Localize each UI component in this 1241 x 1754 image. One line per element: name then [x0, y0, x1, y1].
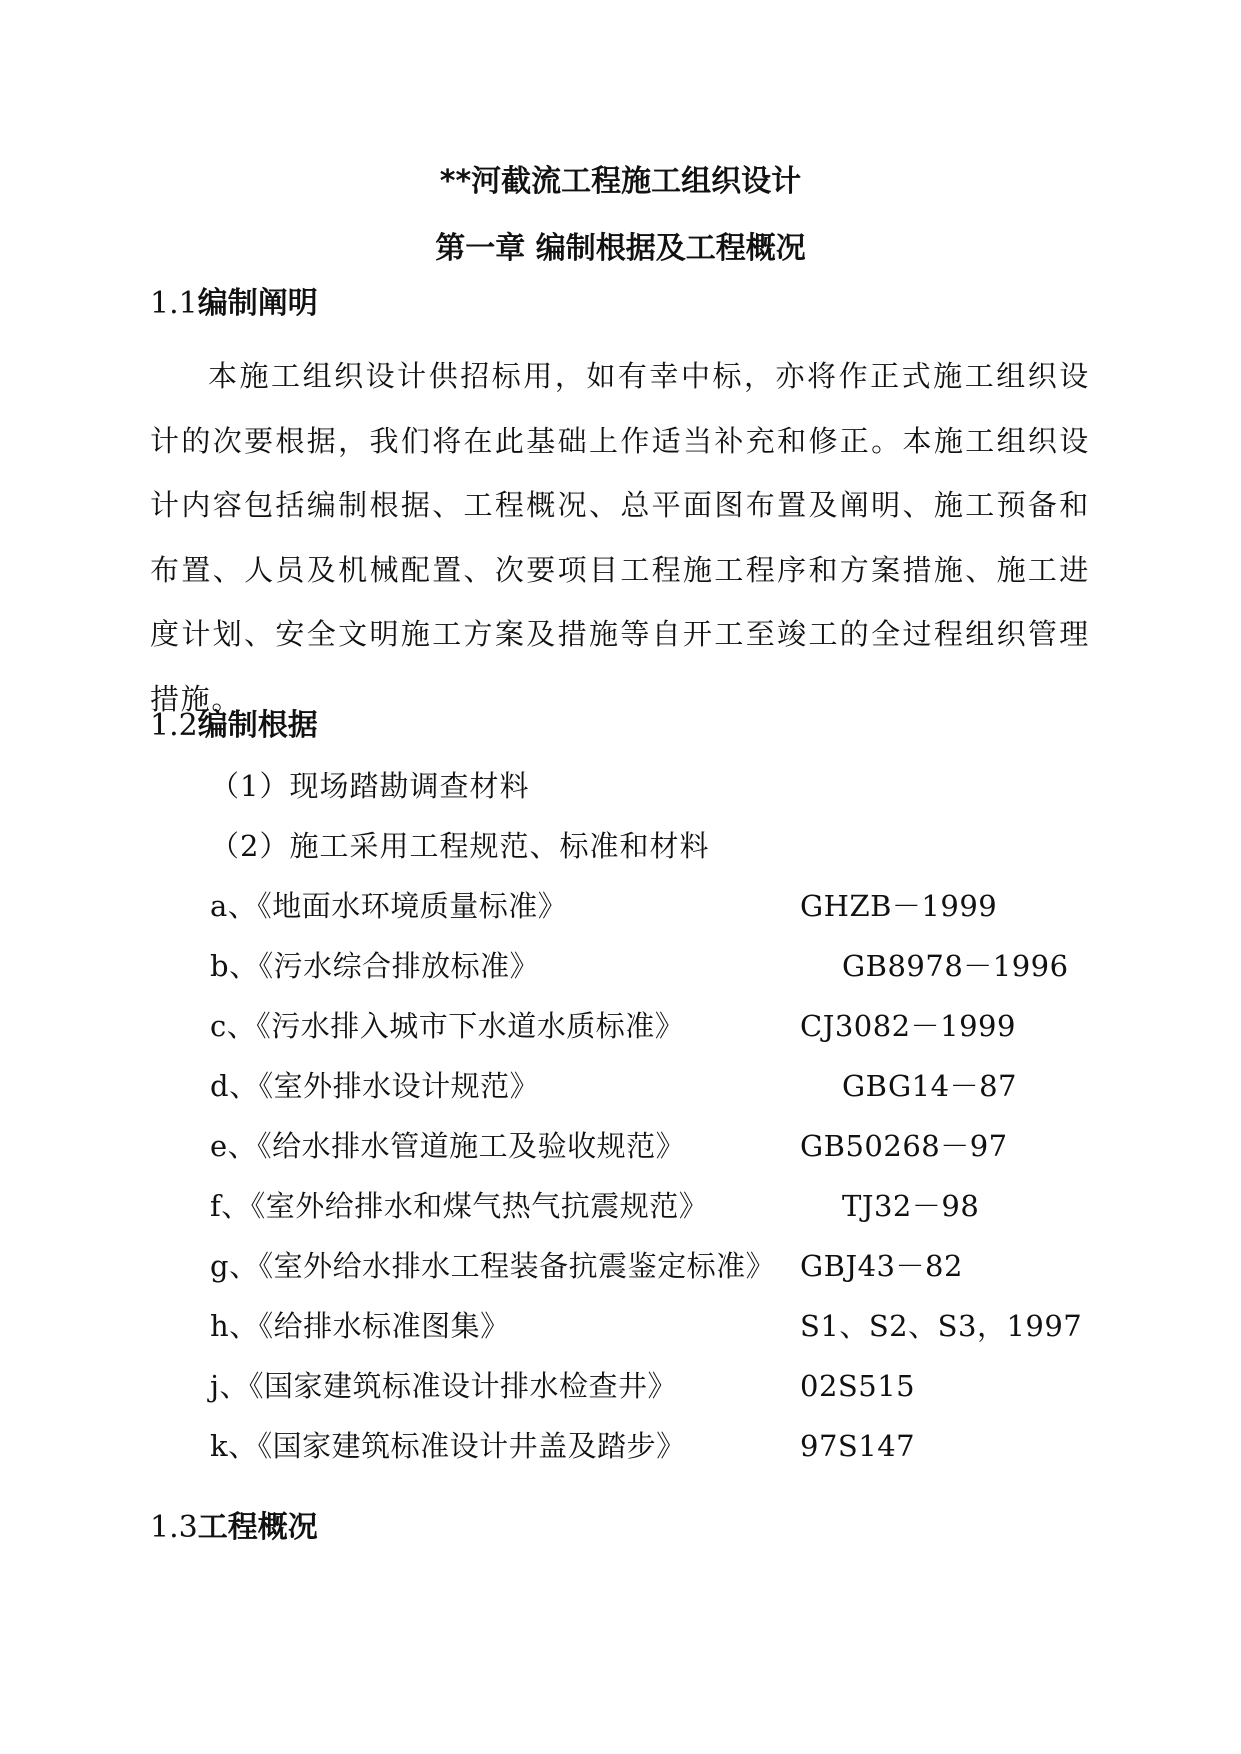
- standard-code: GBJ43－82: [800, 1249, 963, 1283]
- standard-code: GB8978－1996: [842, 949, 1069, 983]
- section-title: 编制根据: [197, 708, 318, 743]
- basis-item-standards: （2）施工采用工程规范、标准和材料: [210, 829, 710, 863]
- standard-name: j、《国家建筑标准设计排水检查井》: [210, 1369, 677, 1403]
- section-heading-1-3: [150, 1508, 318, 1548]
- section-title: 编制阐明: [197, 286, 318, 321]
- standard-row: [210, 1006, 1090, 1046]
- standard-row: [210, 1186, 1090, 1226]
- standard-name: e、《给水排水管道施工及验收规范》: [210, 1129, 686, 1163]
- standard-name: k、《国家建筑标准设计井盖及踏步》: [210, 1429, 686, 1463]
- section-title: 工程概况: [197, 1510, 318, 1545]
- standard-row: [210, 1426, 1090, 1466]
- standard-code: 97S147: [800, 1429, 916, 1463]
- document-title: **河截流工程施工组织设计: [439, 164, 802, 199]
- standard-name: a、《地面水环境质量标准》: [210, 889, 568, 923]
- standard-code: GHZB－1999: [800, 889, 998, 923]
- standard-row: [210, 1066, 1090, 1106]
- standard-name: b、《污水综合排放标准》: [210, 949, 540, 983]
- standard-row: [210, 946, 1090, 986]
- standard-code: GB50268－97: [800, 1129, 1008, 1163]
- standard-row: [210, 1246, 1090, 1286]
- standard-code: TJ32－98: [842, 1189, 980, 1223]
- section-heading-1-2: [150, 706, 318, 746]
- standard-name: d、《室外排水设计规范》: [210, 1069, 540, 1103]
- standard-name: h、《给排水标准图集》: [210, 1309, 510, 1343]
- section-number: 1.2: [150, 708, 198, 743]
- standard-name: g、《室外给水排水工程装备抗震鉴定标准》: [210, 1249, 776, 1283]
- section-number: 1.3: [150, 1510, 198, 1545]
- basis-item-site-survey: （1）现场踏勘调查材料: [210, 769, 530, 803]
- standard-row: [210, 886, 1090, 926]
- standard-name: c、《污水排入城市下水道水质标准》: [210, 1009, 685, 1043]
- standard-name: f、《室外给排水和煤气热气抗震规范》: [210, 1189, 709, 1223]
- standard-row: [210, 1126, 1090, 1166]
- standard-code: CJ3082－1999: [800, 1009, 1016, 1043]
- section-number: 1.1: [150, 286, 198, 321]
- section-heading-1-1: [150, 284, 318, 324]
- standard-code: S1、S2、S3，1997: [800, 1309, 1083, 1343]
- standard-row: [210, 1306, 1090, 1346]
- section-paragraph: 本施工组织设计供招标用，如有幸中标，亦将作正式施工组织设计的次要根据，我们将在此基础上作适当补充和修正。本施工组织设计内容包括编制根据、工程概况、总平面图布置及阐明、施工预备和布置、人员及机械配置、次要项目工程施工程序和方案措施、施工进度计划、安全文明施工方案及措施等自开工至竣工的全过程组织管理措施。: [150, 359, 1090, 716]
- chapter-title: 第一章 编制根据及工程概况: [435, 231, 806, 266]
- standard-code: GBG14－87: [842, 1069, 1017, 1103]
- standard-row: [210, 1366, 1090, 1406]
- standard-code: 02S515: [800, 1369, 916, 1403]
